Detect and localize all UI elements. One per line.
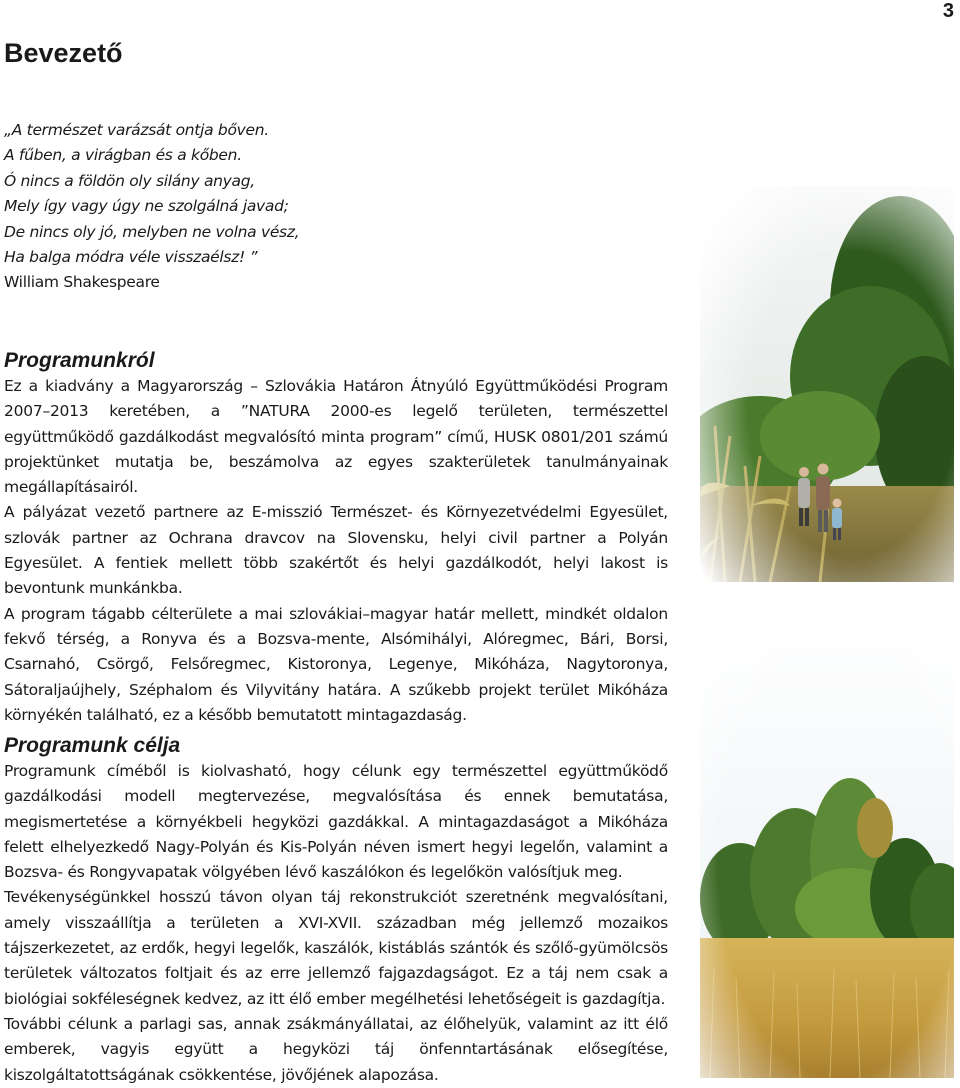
field-people-photo (700, 186, 954, 582)
paragraph: A pályázat vezető partnere az E-misszió Természet- és Környezetvédelmi Egyesület, szlovák partner az Ochrana dravcov na Slovensku, helyi civil partner a Polyán Egyesület. A fentiek mellett több szakértőt és helyi gazdálkodót, helyi lakost is bevontunk munkánkba. (4, 503, 668, 598)
paragraph: Tevékenységünkkel hosszú távon olyan táj rekonstrukciót szeretnénk megvalósítani, amely visszaállítja a területen a XVI-XVII. században még jellemző mozaikos tájszerkezetet, az erdők, hegyi legelők, kaszálók, kistáblás szántók és szőlő-gyümölcsös területek változatos foltjait és az erre jellemző fajgazdagságot. Ez a táj nem csak a biológiai sokféleségnek kedvez, az itt élő ember megélhetési lehetőségeit is gazdagítja. (4, 888, 668, 1008)
section-programunkrol (4, 348, 668, 728)
page-number: 3 (942, 0, 954, 22)
paragraph: További célunk a parlagi sas, annak zsákmányállatai, az élőhelyük, valamint az itt élő emberek, vagyis együtt a hegyközi táj önfenntartásának elősegítése, kiszolgáltatottságának csökkentése, jövőjének alapozása. (4, 1014, 668, 1084)
paragraph: Programunk címéből is kiolvasható, hogy célunk egy természettel együttműködő gazdálkodási modell megtervezése, megvalósítása és ennek bemutatása, megismertetése a környékbeli hegyközi gazdákkal. A mintagazdaságot a Mikóháza felett elhelyezkedő Nagy-Polyán és Kis-Polyán néven ismert hegyi legelőn, valamint a Bozsva- és Rongyvapatak völgyében lévő kaszálókon és legelőkön valósítjuk meg. (4, 762, 668, 882)
quote-line: Ha balga módra véle visszaélsz! ” (4, 248, 258, 267)
quote-author: William Shakespeare (4, 273, 160, 292)
paragraph: Ez a kiadvány a Magyarország – Szlovákia Határon Átnyúló Együttműködési Program 2007–2013 keretében, a ”NATURA 2000-es legelő területen, természettel együttműködő gazdálkodást megvalósító minta program” című, HUSK 0801/201 számú projektünket mutatja be, beszámolva az egyes szakterületek tanulmányainak megállapításairól. (4, 377, 668, 497)
quote-block (4, 118, 424, 296)
quote-line: Mely így vagy úgy ne szolgálná javad; (4, 197, 289, 216)
paragraph: A program tágabb célterülete a mai szlovákiai–magyar határ mellett, mindkét oldalon fekvő térség, a Ronyva és a Bozsva-mente, Alsómihályi, Alóregmec, Bári, Borsi, Csarnahó, Csörgő, Felsőregmec, Kistoronya, Legenye, Mikóháza, Nagytoronya, Sátoraljaújhely, Széphalom és Vilyvitány határa. A szűkebb projekt terület Mikóháza környékén található, ez a később bemutatott mintagazdaság. (4, 604, 668, 724)
section-programunk-celja (4, 733, 668, 1088)
page-title: Bevezető (4, 38, 123, 68)
section-heading: Programunk célja (4, 734, 181, 757)
quote-line: Ó nincs a földön oly silány anyag, (4, 171, 255, 190)
meadow-photo (700, 608, 954, 1078)
quote-line: De nincs oly jó, melyben ne volna vész, (4, 222, 300, 241)
quote-line: A fűben, a virágban és a kőben. (4, 146, 242, 165)
quote-line: „A természet varázsát ontja bőven. (4, 121, 269, 139)
section-heading: Programunkról (4, 349, 155, 372)
